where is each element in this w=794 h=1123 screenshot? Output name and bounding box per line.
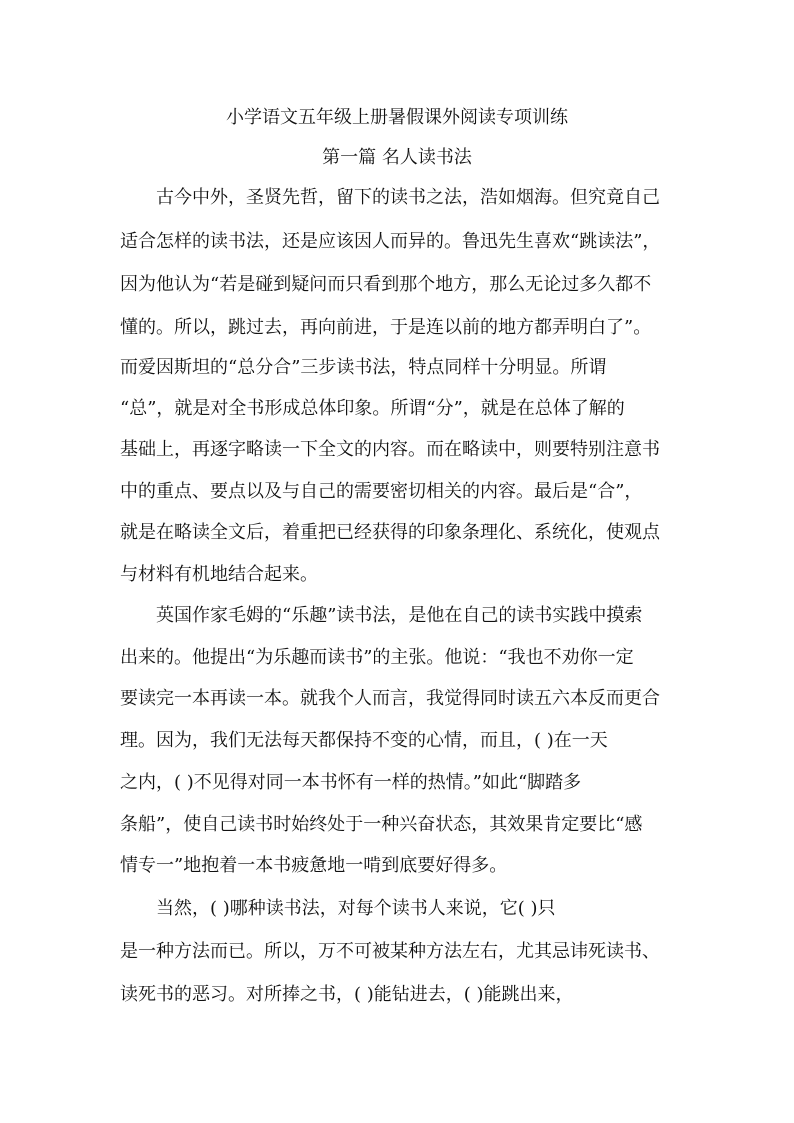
paragraph-2-line-7: 情专一”地抱着一本书疲惫地一啃到底要好得多。: [120, 855, 508, 876]
paragraph-3-line-2: 是一种方法而已。所以，万不可被某种方法左右，尤其忌讳死读书、: [120, 941, 660, 962]
paragraph-1-line-4: 懂的。所以，跳过去，再向前进，于是连以前的地方都弄明白了”。: [120, 317, 652, 338]
paragraph-2-line-4: 理。因为，我们无法每天都保持不变的心情，而且，( )在一天: [120, 730, 608, 751]
paragraph-1-line-3: 因为他认为“若是碰到疑问而只看到那个地方，那么无论过多久都不: [120, 274, 652, 295]
paragraph-1-line-10: 与材料有机地结合起来。: [120, 564, 318, 585]
paragraph-1-line-1: 古今中外，圣贤先哲，留下的读书之法，浩如烟海。但究竟自己: [156, 187, 660, 208]
article-title: 第一篇 名人读书法: [322, 147, 472, 168]
paragraph-1-line-7: 基础上，再逐字略读一下全文的内容。而在略读中，则要特别注意书: [120, 439, 660, 460]
paragraph-2-line-5: 之内，( )不见得对同一本书怀有一样的热情。”如此“脚踏多: [120, 772, 582, 793]
paragraph-2-line-2: 出来的。他提出“为乐趣而读书”的主张。他说：“我也不劝你一定: [120, 647, 634, 668]
paragraph-2-line-6: 条船”，使自己读书时始终处于一种兴奋状态，其效果肯定要比“感: [120, 814, 643, 835]
paragraph-1-line-8: 中的重点、要点以及与自己的需要密切相关的内容。最后是“合”，: [120, 481, 643, 502]
paragraph-3-line-3: 读死书的恶习。对所捧之书，( )能钻进去，( )能跳出来，: [120, 984, 574, 1005]
paragraph-2-line-3: 要读完一本再读一本。就我个人而言，我觉得同时读五六本反而更合: [120, 688, 660, 709]
paragraph-3-line-1: 当然，( )哪种读书法，对每个读书人来说，它( )只: [156, 898, 556, 919]
paragraph-1-line-6: “总”，就是对全书形成总体印象。所谓“分”，就是在总体了解的: [120, 398, 625, 419]
paragraph-1-line-9: 就是在略读全文后，着重把已经获得的印象条理化、系统化，使观点: [120, 522, 660, 543]
paragraph-2-line-1: 英国作家毛姆的“乐趣”读书法，是他在自己的读书实践中摸索: [156, 605, 643, 626]
paragraph-1-line-2: 适合怎样的读书法，还是应该因人而异的。鲁迅先生喜欢“跳读法”，: [120, 231, 661, 252]
document-title: 小学语文五年级上册暑假课外阅读专项训练: [226, 107, 568, 128]
paragraph-1-line-5: 而爱因斯坦的“总分合”三步读书法，特点同样十分明显。所谓: [120, 357, 607, 378]
